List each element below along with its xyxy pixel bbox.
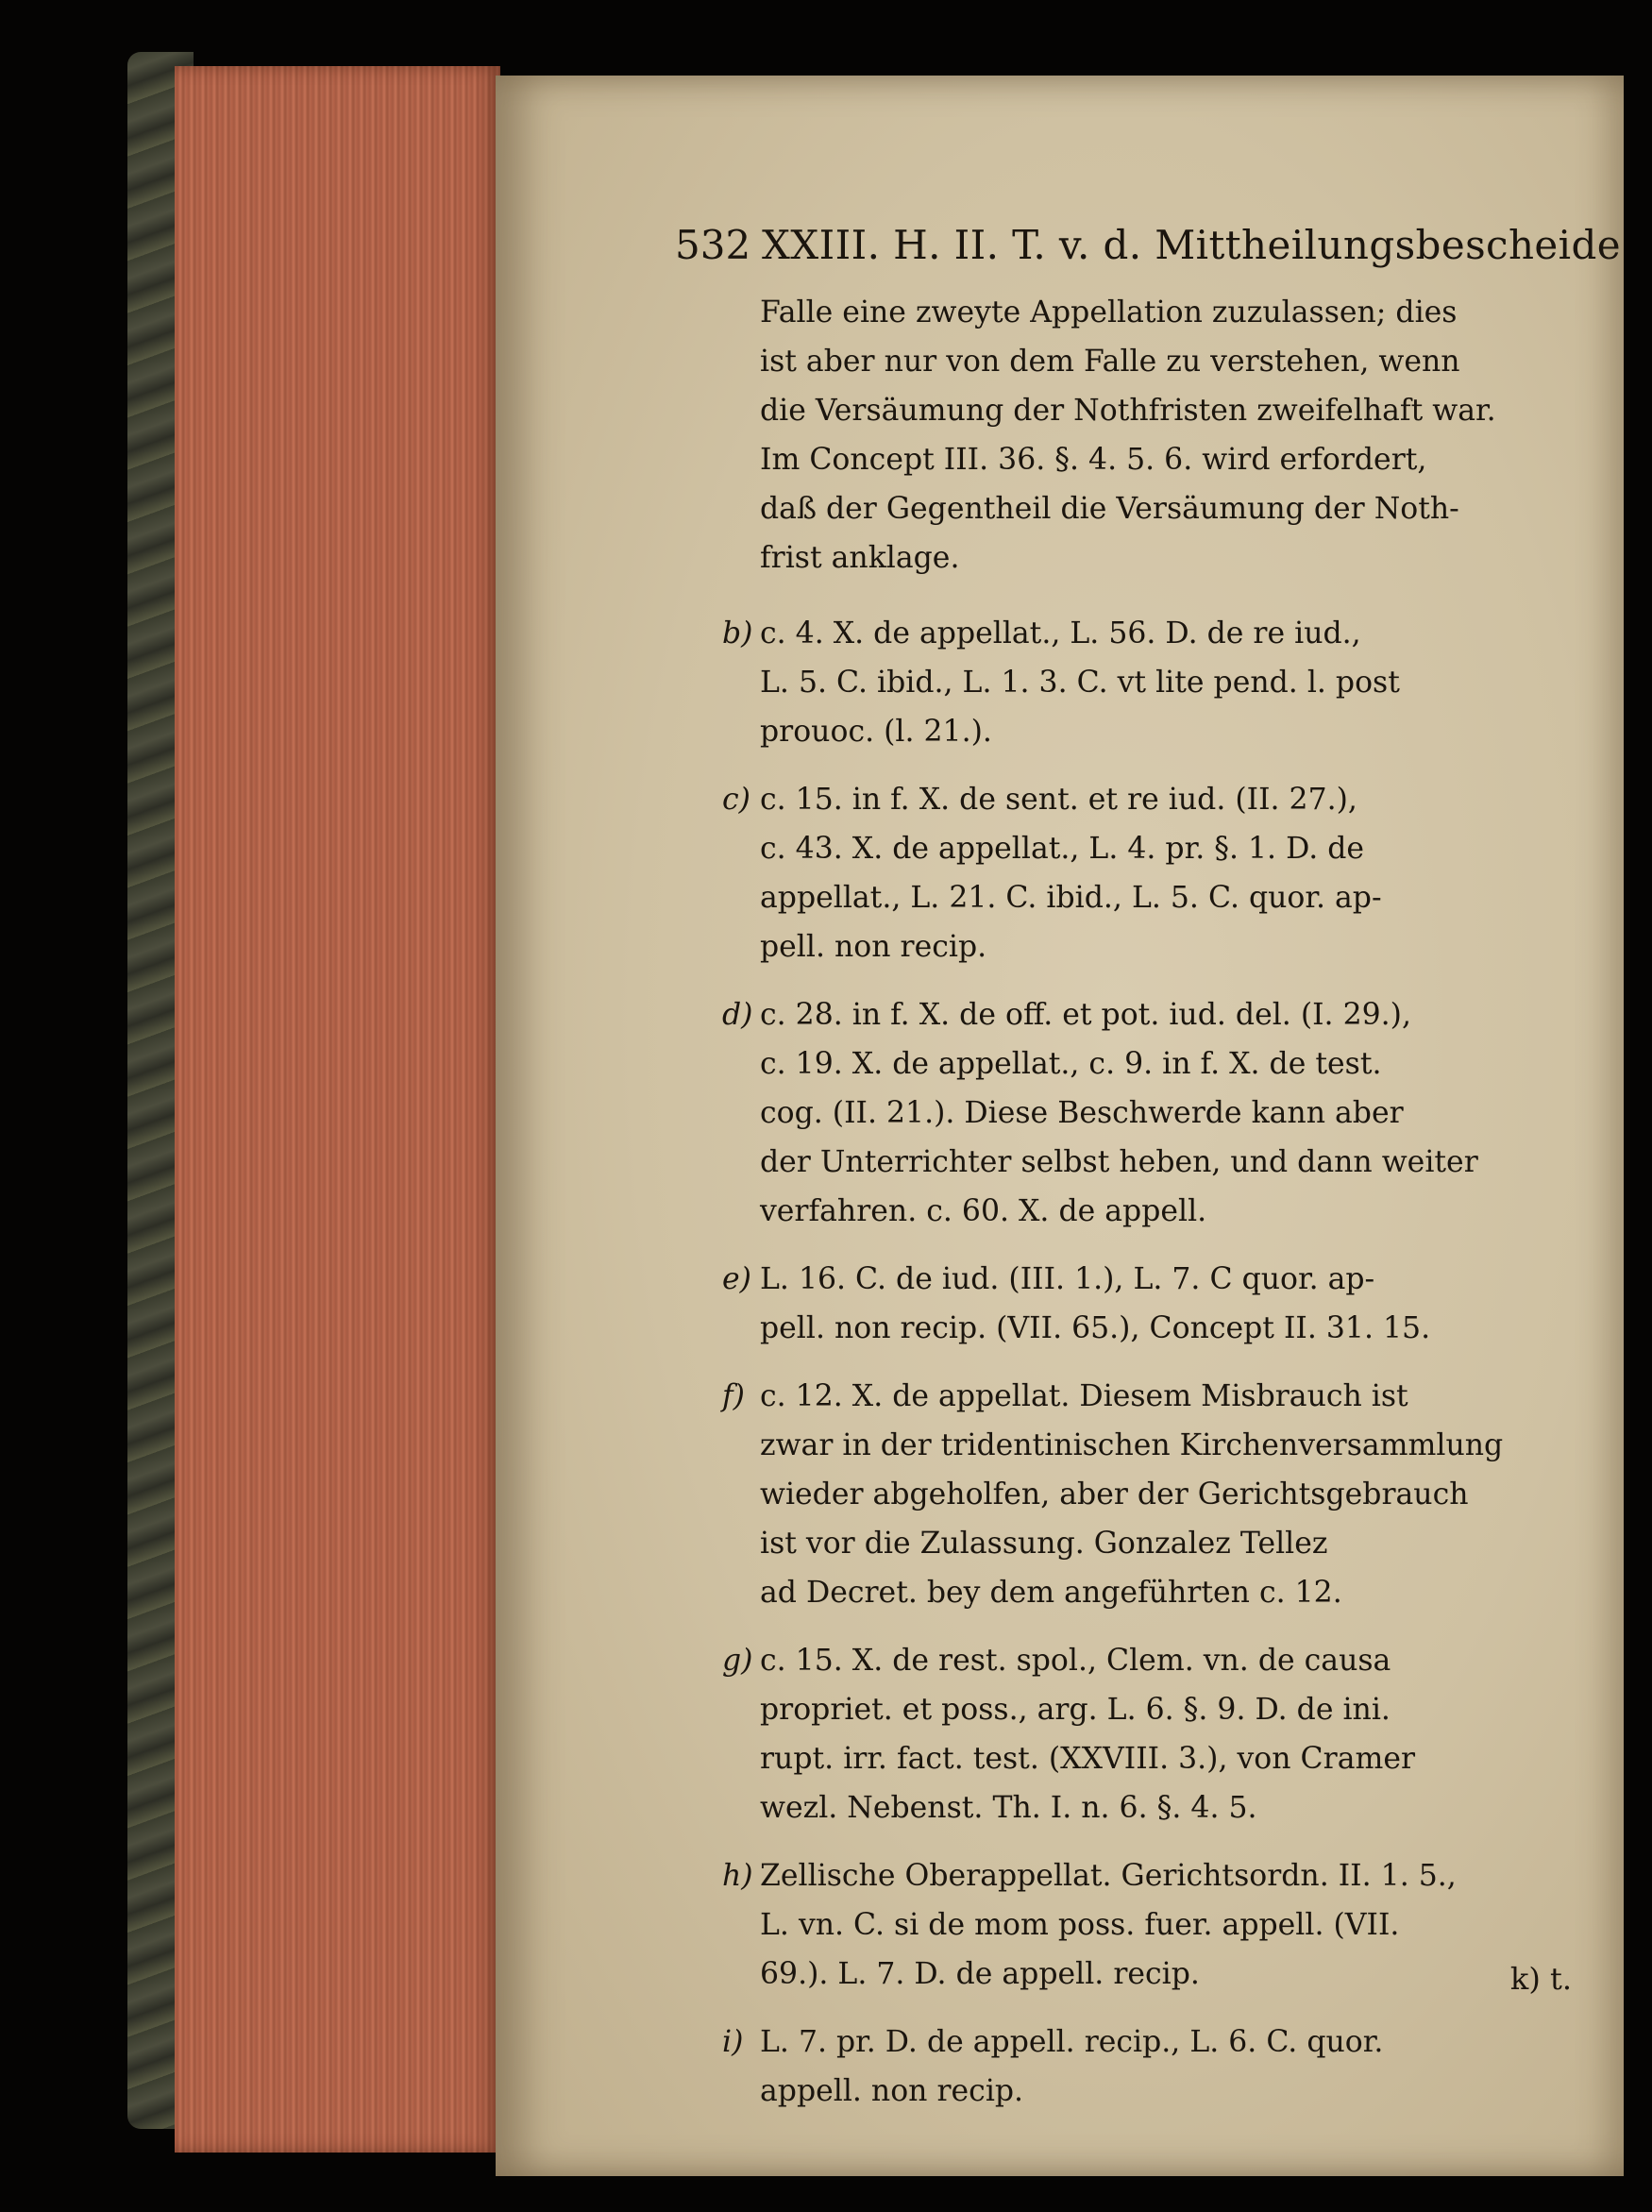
text-line: daß der Gegentheil die Versäumung der Noth-: [760, 492, 1459, 526]
text-line: die Versäumung der Nothfristen zweifelhaft war.: [760, 394, 1496, 428]
text-block: [722, 288, 1581, 2116]
text-line: ist aber nur von dem Falle zu verstehen, wenn: [760, 345, 1460, 379]
text-line: der Unterrichter selbst heben, und dann weiter: [760, 1145, 1478, 1179]
text-line: propriet. et poss., arg. L. 6. §. 9. D. de ini.: [760, 1693, 1391, 1727]
text-line: c. 43. X. de appellat., L. 4. pr. §. 1. D. de: [760, 832, 1365, 866]
intro-paragraph: [760, 288, 1581, 583]
text-line: c. 19. X. de appellat., c. 9. in f. X. de test.: [760, 1047, 1382, 1081]
page-edges: [175, 66, 500, 2153]
text-line: wezl. Nebenst. Th. I. n. 6. §. 4. 5.: [760, 1791, 1257, 1825]
text-line: prouoc. (l. 21.).: [760, 715, 992, 749]
text-line: wieder abgeholfen, aber der Gerichtsgebrauch: [760, 1477, 1469, 1511]
text-line: pell. non recip. (VII. 65.), Concept II. 31. 15.: [760, 1311, 1431, 1345]
running-head: XXIII. H. II. T. v. d. Mittheilungsbescheide: [762, 222, 1622, 268]
text-line: L. 16. C. de iud. (III. 1.), L. 7. C quor. ap-: [760, 1262, 1375, 1296]
text-line: c. 15. in f. X. de sent. et re iud. (II. 27.),: [760, 783, 1357, 817]
footnote-marker: b): [722, 616, 753, 650]
footnote-d: [722, 990, 1581, 1236]
text-line: L. 7. pr. D. de appell. recip., L. 6. C. quor.: [760, 2025, 1384, 2059]
text-line: c. 12. X. de appellat. Diesem Misbrauch ist: [760, 1379, 1408, 1413]
footnote-marker: h): [722, 1859, 753, 1893]
footnote-i: [722, 2018, 1581, 2116]
text-line: c. 4. X. de appellat., L. 56. D. de re iud.,: [760, 616, 1361, 650]
text-line: ad Decret. bey dem angeführten c. 12.: [760, 1576, 1342, 1610]
text-line: ist vor die Zulassung. Gonzalez Tellez: [760, 1527, 1328, 1561]
text-line: cog. (II. 21.). Diese Beschwerde kann aber: [760, 1096, 1404, 1130]
text-line: L. 5. C. ibid., L. 1. 3. C. vt lite pend. l. post: [760, 666, 1400, 700]
text-line: rupt. irr. fact. test. (XXVIII. 3.), von Cramer: [760, 1742, 1416, 1776]
footnote-marker: f): [722, 1379, 745, 1413]
text-line: Falle eine zweyte Appellation zuzulassen; dies: [760, 295, 1458, 329]
catchword: k) t.: [1509, 1961, 1572, 1997]
footnote-e: [722, 1255, 1581, 1353]
text-line: c. 28. in f. X. de off. et pot. iud. del. (I. 29.),: [760, 998, 1411, 1032]
book-page: [496, 76, 1624, 2176]
footnote-g: [722, 1636, 1581, 1832]
text-line: 69.). L. 7. D. de appell. recip.: [760, 1957, 1200, 1991]
text-line: c. 15. X. de rest. spol., Clem. vn. de causa: [760, 1644, 1391, 1678]
text-line: Im Concept III. 36. §. 4. 5. 6. wird erfordert,: [760, 443, 1427, 477]
text-line: appellat., L. 21. C. ibid., L. 5. C. quor. ap-: [760, 881, 1382, 915]
text-line: pell. non recip.: [760, 930, 987, 964]
footnote-b: [722, 609, 1581, 756]
footnote-c: [722, 775, 1581, 971]
text-line: frist anklage.: [760, 541, 960, 575]
text-line: L. vn. C. si de mom poss. fuer. appell. (VII.: [760, 1908, 1400, 1942]
text-line: verfahren. c. 60. X. de appell.: [760, 1194, 1207, 1228]
footnote-h: [722, 1851, 1581, 1999]
text-line: zwar in der tridentinischen Kirchenversammlung: [760, 1428, 1504, 1462]
footnote-marker: d): [722, 998, 753, 1032]
text-line: appell. non recip.: [760, 2074, 1024, 2108]
text-line: Zellische Oberappellat. Gerichtsordn. II. 1. 5.,: [760, 1859, 1457, 1893]
footnote-marker: g): [722, 1644, 753, 1678]
footnote-marker: e): [722, 1262, 751, 1296]
footnote-f: [722, 1372, 1581, 1617]
footnote-marker: c): [722, 783, 750, 817]
footnote-marker: i): [722, 2025, 744, 2059]
page-number: 532: [675, 222, 751, 268]
page-header: [496, 208, 1624, 283]
